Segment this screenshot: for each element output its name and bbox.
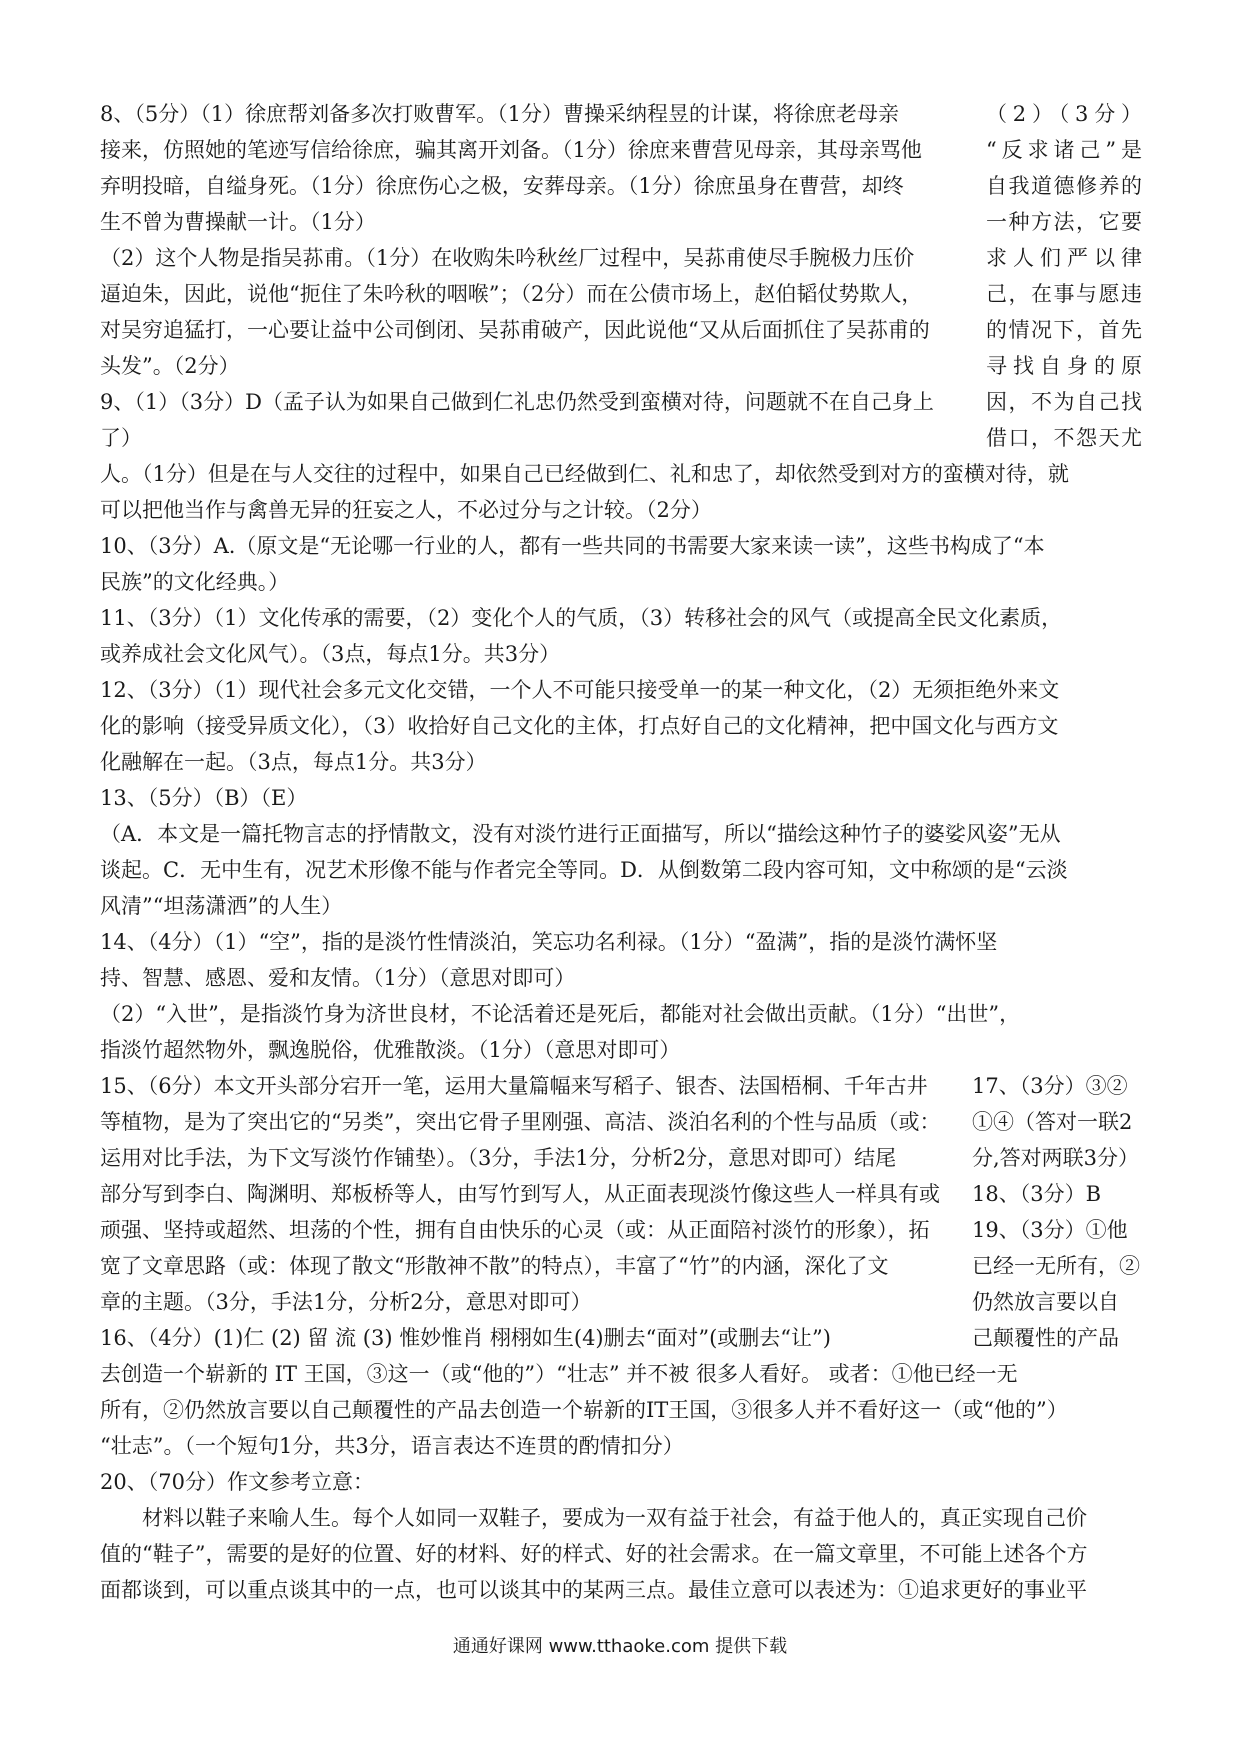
text-line: 宽了文章思路（或：体现了散文“形散神不散”的特点），丰富了“竹”的内涵，深化了文 (100, 1254, 889, 1278)
text-line: 13、（5分）（B）（E） (100, 786, 308, 810)
side-text-line: 自我道德修养的 (986, 174, 1142, 198)
text-line: 指淡竹超然物外，飘逸脱俗，优雅散淡。（1分）（意思对即可） (100, 1038, 681, 1062)
text-line: 16、（4分）(1)仁 (2) 留 流 (3) 惟妙惟肖 栩栩如生(4)删去“面对”(或删去“让”) (100, 1326, 831, 1350)
answers-19-20-text (100, 1356, 1142, 1608)
text-line: 值的“鞋子”，需要的是好的位置、好的材料、好的样式、好的社会需求。在一篇文章里，不可能上述各个方 (100, 1542, 1088, 1566)
text-line: 化的影响（接受异质文化），（3）收拾好自己文化的主体，打点好自己的文化精神，把中国文化与西方文 (100, 714, 1059, 738)
text-line: 11、（3分）（1）文化传承的需要，（2）变化个人的气质，（3）转移社会的风气（或提高全民文化素质， (100, 606, 1063, 630)
text-line: 持、智慧、感恩、爱和友情。（1分）（意思对即可） (100, 966, 576, 990)
text-line: 14、（4分）（1）“空”，指的是淡竹性情淡泊，笑忘功名利禄。（1分）“盈满”，指的是淡竹满怀坚 (100, 930, 998, 954)
answers-8-9-text (100, 96, 948, 456)
text-line: 所有，②仍然放言要以自己颠覆性的产品去创造一个崭新的IT王国，③很多人并不看好这一（或“他的”） (100, 1398, 1068, 1422)
footer-source: 通通好课网 www.tthaoke.com 提供下载 (452, 1636, 788, 1657)
text-line: 12、（3分）（1）现代社会多元文化交错，一个人不可能只接受单一的某一种文化，（2）无须拒绝外来文 (100, 678, 1060, 702)
text-line: 弃明投暗，自缢身死。（1分）徐庶伤心之极，安葬母亲。（1分）徐庶虽身在曹营，却终 (100, 174, 904, 198)
side-text-line: 求人们严以律 (986, 246, 1142, 270)
text-line: 15、（6分）本文开头部分宕开一笔，运用大量篇幅来写稻子、银杏、法国梧桐、千年古井 (100, 1074, 928, 1098)
text-line: 顽强、坚持或超然、坦荡的个性，拥有自由快乐的心灵（或：从正面陪衬淡竹的形象），拓 (100, 1218, 930, 1242)
text-line: 人。（1分）但是在与人交往的过程中，如果自己已经做到仁、礼和忠了，却依然受到对方的蛮横对待，就 (100, 462, 1069, 486)
answers-15-16-text (100, 1068, 948, 1356)
side-text-line: 寻找自身的原 (986, 354, 1142, 378)
text-line: 面都谈到，可以重点谈其中的一点，也可以谈其中的某两三点。最佳立意可以表述为：①追求更好的事业平 (100, 1578, 1087, 1602)
text-line: 对吴穷追猛打，一心要让益中公司倒闭、吴荪甫破产，因此说他“又从后面抓住了吴荪甫的 (100, 318, 930, 342)
text-line: 风清”“坦荡潇洒”的人生） (100, 894, 343, 918)
side-text-line: 因，不为自己找 (986, 390, 1142, 414)
side-text-line: 一种方法，它要 (986, 210, 1142, 234)
side-text-line: 分,答对两联3分） (972, 1146, 1140, 1170)
side-text-line: 己颠覆性的产品 (972, 1326, 1119, 1350)
side-text-line: 17、（3分）③② (972, 1074, 1128, 1098)
side-text-line: 借口，不怨天尤 (986, 426, 1142, 450)
text-line: 材料以鞋子来喻人生。每个人如同一双鞋子，要成为一双有益于社会，有益于他人的，真正实现自己价 (100, 1506, 1087, 1530)
text-line: （A．本文是一篇托物言志的抒情散文，没有对淡竹进行正面描写，所以“描绘这种竹子的婆娑风姿”无从 (100, 822, 1061, 846)
answers-17-19-column (972, 1068, 1142, 1356)
text-line: 可以把他当作与禽兽无异的狂妄之人，不必过分与之计较。（2分） (100, 498, 712, 522)
text-line: 逼迫朱，因此，说他“扼住了朱吟秋的咽喉”；（2分）而在公债市场上，赵伯韬仗势欺人， (100, 282, 923, 306)
side-text-line: （2）（3分） (986, 102, 1142, 126)
text-line: 头发”。（2分） (100, 354, 240, 378)
text-line: 了） (100, 426, 142, 450)
text-line: 化融解在一起。（3点，每点1分。共3分） (100, 750, 487, 774)
answer-9-part2-column (986, 96, 1142, 456)
side-text-line: 18、（3分）B (972, 1182, 1102, 1206)
text-line: 20、（70分）作文参考立意： (100, 1470, 374, 1494)
text-line: 谈起。C．无中生有，况艺术形像不能与作者完全等同。D．从倒数第二段内容可知，文中称颂的是“云淡 (100, 858, 1068, 882)
text-line: 9、（1）（3分）D（孟子认为如果自己做到仁礼忠仍然受到蛮横对待，问题就不在自己身上 (100, 390, 934, 414)
text-line: （2）“入世”，是指淡竹身为济世良材，不论活着还是死后，都能对社会做出贡献。（1分）“出世”， (100, 1002, 1021, 1026)
side-text-line: “反求诸己”是 (986, 138, 1142, 162)
side-text-line: 仍然放言要以自 (972, 1290, 1119, 1314)
text-line: 或养成社会文化风气）。（3点，每点1分。共3分） (100, 642, 561, 666)
side-text-line: 已经一无所有，② (972, 1254, 1140, 1278)
text-line: 部分写到李白、陶渊明、郑板桥等人，由写竹到写人，从正面表现淡竹像这些人一样具有或 (100, 1182, 940, 1206)
side-text-line: 的情况下，首先 (986, 318, 1142, 342)
side-text-line: ①④（答对一联2 (972, 1110, 1133, 1134)
text-line: 等植物，是为了突出它的“另类”，突出它骨子里刚强、高洁、淡泊名利的个性与品质（或： (100, 1110, 941, 1134)
text-line: 民族”的文化经典。） (100, 570, 290, 594)
text-line: 8、（5分）（1）徐庶帮刘备多次打败曹军。（1分）曹操采纳程昱的计谋，将徐庶老母亲 (100, 102, 899, 126)
text-line: 章的主题。（3分，手法1分，分析2分，意思对即可） (100, 1290, 592, 1314)
text-line: （2）这个人物是指吴荪甫。（1分）在收购朱吟秋丝厂过程中，吴荪甫使尽手腕极力压价 (100, 246, 915, 270)
text-line: 运用对比手法，为下文写淡竹作铺垫）。（3分，手法1分，分析2分，意思对即可）结尾 (100, 1146, 897, 1170)
text-line: 10、（3分）A.（原文是“无论哪一行业的人，都有一些共同的书需要大家来读一读”，这些书构成了“本 (100, 534, 1045, 558)
text-line: 生不曾为曹操献一计。（1分） (100, 210, 376, 234)
answers-9-14-text (100, 456, 1142, 1068)
text-line: 接来，仿照她的笔迹写信给徐庶，骗其离开刘备。（1分）徐庶来曹营见母亲，其母亲骂他 (100, 138, 922, 162)
side-text-line: 19、（3分）①他 (972, 1218, 1128, 1242)
side-text-line: 己，在事与愿违 (986, 282, 1142, 306)
text-line: 去创造一个崭新的 IT 王国，③这一（或“他的”）“壮志” 并不被 很多人看好。 或者：①他已经一无 (100, 1362, 1018, 1386)
text-line: “壮志”。（一个短句1分，共3分，语言表达不连贯的酌情扣分） (100, 1434, 684, 1458)
